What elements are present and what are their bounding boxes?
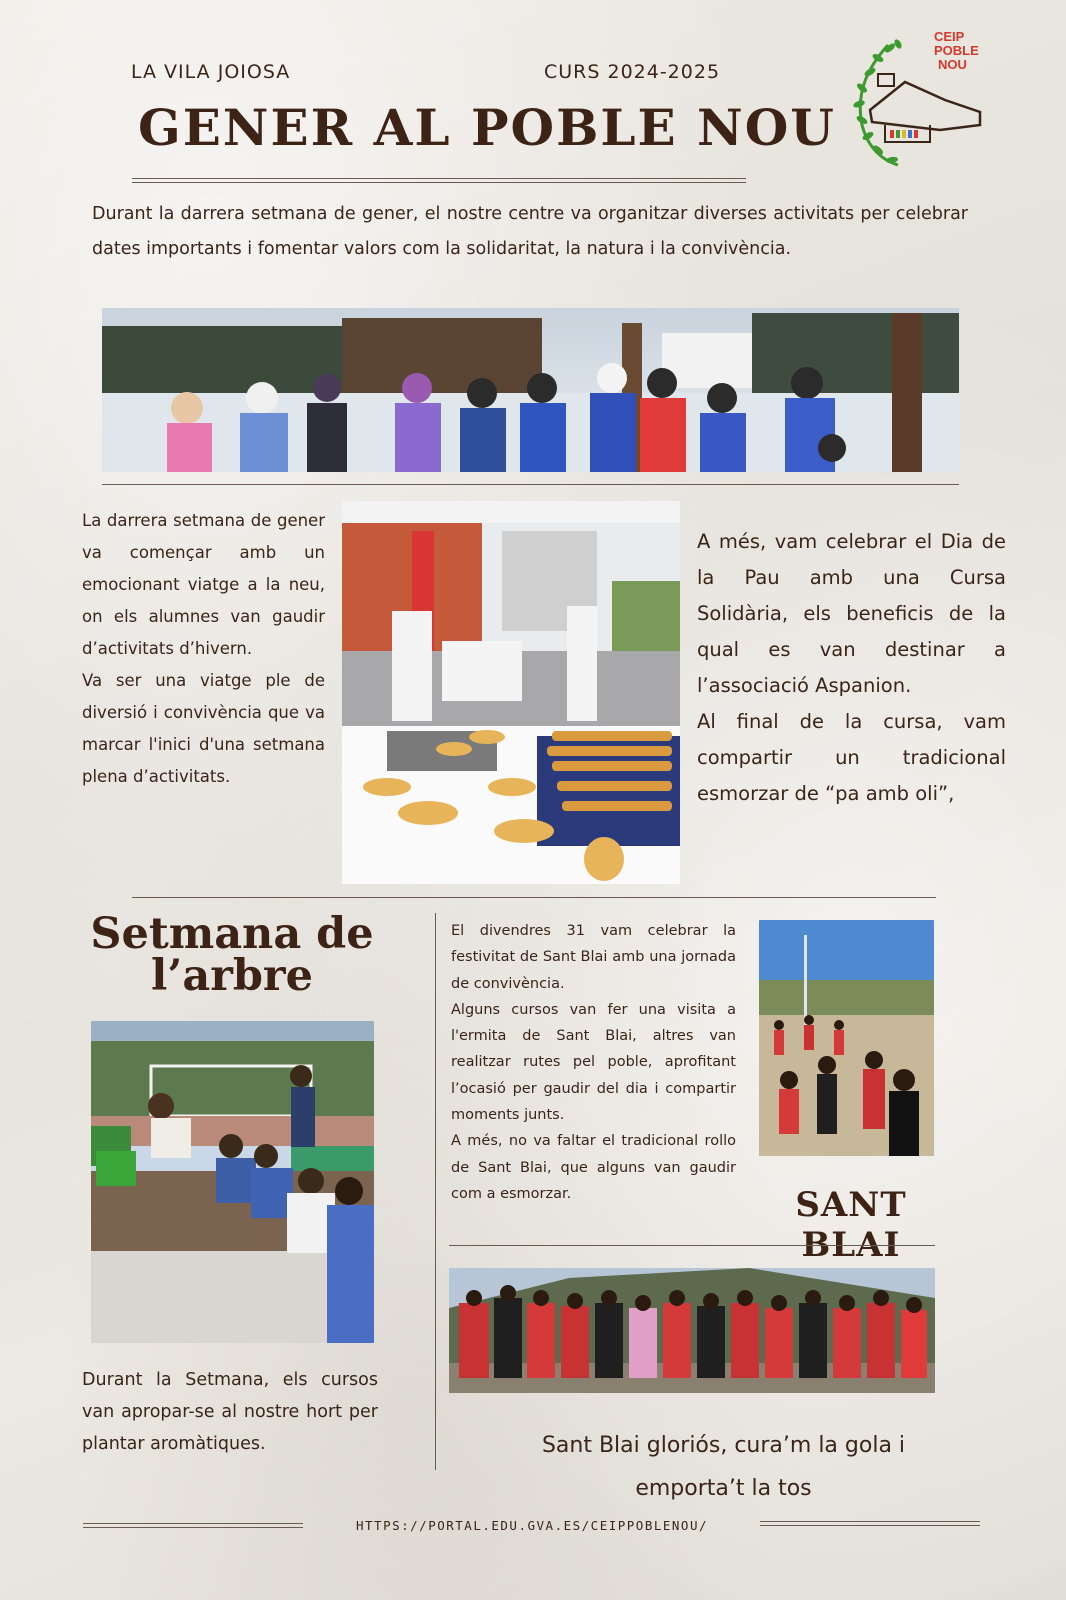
- footer-rule-right: [760, 1521, 980, 1526]
- logo-line-1: CEIP: [934, 29, 965, 44]
- tree-week-title: [72, 909, 392, 1001]
- tree-week-title-line-1: Setmana de: [90, 909, 374, 959]
- footer-url-link[interactable]: HTTPS://PORTAL.EDU.GVA.ES/CEIPPOBLENOU/: [356, 1518, 708, 1533]
- snow-trip-text: [82, 505, 325, 793]
- sant-blai-quote-line-2: emporta’t la tos: [635, 1476, 812, 1501]
- peace-day-text: [697, 524, 1006, 812]
- snow-trip-paragraph-1: La darrera setmana de gener va començar amb un emocionant viatge a la neu, on els alumnes van gaudir d’activitats d’hivern.: [82, 511, 325, 658]
- hike-photo: [759, 920, 934, 1156]
- tree-week-title-line-2: l’arbre: [151, 951, 313, 1001]
- logo-line-2: POBLE: [934, 43, 979, 58]
- town-label: LA VILA JOIOSA: [131, 61, 291, 83]
- intro-paragraph: Durant la darrera setmana de gener, el nostre centre va organitzar diverses activitats per celebrar dates importants i fomentar valors com la solidaritat, la natura i la convivència.: [92, 204, 968, 259]
- breakfast-photo: [342, 501, 680, 884]
- sant-blai-quote: [449, 1424, 998, 1510]
- group-photo: [449, 1268, 935, 1393]
- snow-trip-paragraph-2: Va ser una viatge ple de diversió i convivència que va marcar l'inici d'una setmana plena d’activitats.: [82, 671, 325, 786]
- sant-blai-paragraph-2: Alguns cursos van fer una visita a l'ermita de Sant Blai, altres van realitzar rutes pel poble, aprofitant l’ocasió per gaudir del dia i compartir moments junts.: [451, 1001, 736, 1124]
- school-year-label: CURS 2024-2025: [544, 61, 721, 83]
- school-logo: [850, 30, 1000, 175]
- section-divider-1: [102, 484, 959, 485]
- column-divider: [435, 913, 436, 1470]
- sant-blai-quote-line-1: Sant Blai gloriós, cura’m la gola i: [541, 1433, 906, 1458]
- tree-week-text: Durant la Setmana, els cursos van apropar-se al nostre hort per plantar aromàtiques.: [82, 1370, 378, 1454]
- sant-blai-title: SANT BLAI: [795, 1185, 907, 1265]
- peace-day-paragraph-2: Al final de la cursa, vam compartir un tradicional esmorzar de “pa amb oli”,: [697, 710, 1006, 805]
- logo-line-3: NOU: [938, 57, 967, 72]
- garden-photo: [91, 1021, 374, 1343]
- sant-blai-text: [451, 918, 736, 1207]
- snow-trip-photo: [102, 308, 959, 472]
- title-divider: [132, 178, 746, 183]
- sant-blai-paragraph-1: El divendres 31 vam celebrar la festivitat de Sant Blai amb una jornada de convivència.: [451, 923, 736, 992]
- footer-rule-left: [83, 1523, 303, 1528]
- logo-text: [934, 30, 979, 72]
- section-divider-3: [449, 1245, 935, 1246]
- page-title: GENER AL POBLE NOU: [138, 98, 836, 157]
- section-divider-2: [132, 897, 936, 898]
- sant-blai-paragraph-3: A més, no va faltar el tradicional rollo de Sant Blai, que alguns van gaudir com a esmorzar.: [451, 1133, 736, 1202]
- peace-day-paragraph-1: A més, vam celebrar el Dia de la Pau amb una Cursa Solidària, els beneficis de la qual es van destinar a l’associació Aspanion.: [697, 530, 1006, 697]
